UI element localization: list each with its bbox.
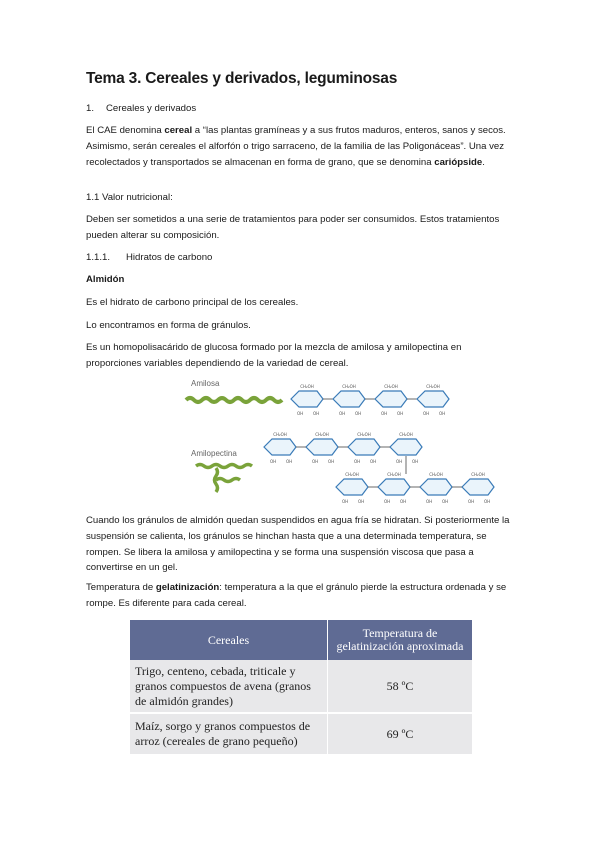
section-1-1-heading: 1.1 Valor nutricional: (86, 192, 173, 203)
amilosa-chain (186, 398, 282, 402)
section-1-1-paragraph: Deben ser sometidos a una serie de tratamientos para poder ser consumidos. Estos tratamientos pueden alterar su composición. (86, 214, 500, 241)
gelatinization-definition (86, 580, 518, 612)
gel-def-text-2: : temperatura a la que el gránulo pierde la estructura ordenada y se rompe. Es diferente para cada cereal. (86, 582, 507, 609)
table-cell-cereal: Maíz, sorgo y granos compuestos de arroz (cereales de grano pequeño) (130, 713, 328, 755)
intro-term-cereal: cereal (164, 125, 193, 136)
section-label: Hidratos de carbono (126, 252, 213, 263)
table-header-temperatura: Temperatura de gelatinización aproximada (328, 620, 473, 660)
table-header-cereales: Cereales (130, 620, 328, 660)
section-1-heading (86, 101, 518, 117)
starch-structure-figure: CH₂OH OH OH Amilosa Amilopectina (186, 376, 516, 498)
table-cell-cereal: Trigo, centeno, cebada, triticale y granos compuestos de avena (granos de almidón grandes) (130, 660, 328, 713)
section-number: 1. (86, 103, 95, 114)
almidon-heading: Almidón (86, 274, 125, 285)
intro-term-cariopside: cariópside (434, 156, 483, 168)
table-cell-temp: 69 ºC (328, 713, 473, 755)
almidon-paragraph-2: Lo encontramos en forma de gránulos. (86, 320, 251, 331)
table-row (130, 713, 472, 755)
table-cell-temp: 58 ºC (328, 660, 473, 713)
gel-def-term: gelatinización (155, 582, 220, 593)
intro-paragraph (86, 123, 518, 170)
amilopectina-branches (196, 465, 252, 493)
amilosa-rings (291, 384, 449, 416)
amilosa-label: Amilosa (191, 379, 220, 388)
gel-def-text-1: Temperatura de (86, 582, 156, 593)
almidon-paragraph-3: Es un homopolisacárido de glucosa formado por la mezcla de amilosa y amilopectina en proporciones variables dependiendo de la variedad de cereal. (86, 342, 462, 369)
amilopectina-rings-bottom (336, 472, 494, 504)
intro-text-1: El CAE denomina (86, 125, 165, 136)
intro-text-2: a “las plantas gramíneas y a sus frutos maduros, enteros, sanos y secos. Asimismo, serán cereales el alforfón o trigo sarraceno, de la familia de las Poligonáceas”. Una vez recolectados y transportados se almacenan en forma de grano, que se denomina (86, 125, 506, 168)
gelatinization-table (130, 620, 472, 756)
amilopectina-label: Amilopectina (191, 449, 237, 458)
section-1-1-1-heading (86, 250, 518, 266)
intro-text-3: . (482, 156, 485, 168)
almidon-paragraph-1: Es el hidrato de carbono principal de los cereales. (86, 297, 299, 308)
amilopectina-rings-top (264, 432, 422, 474)
table-row (130, 660, 472, 713)
page-title: Tema 3. Cereales y derivados, leguminosas (86, 70, 398, 87)
section-number: 1.1.1. (86, 252, 111, 263)
gelatinization-paragraph: Cuando los gránulos de almidón quedan suspendidos en agua fría se hidratan. Si posteriormente la suspensión se calienta, los gránulos se hinchan hasta que a una determinada temperatura, se rompen. Se libera la amilosa y amilopectina y se forma una suspensión viscosa que pasa a convertirse en un gel. (86, 515, 510, 574)
section-label: Cereales y derivados (106, 103, 197, 114)
